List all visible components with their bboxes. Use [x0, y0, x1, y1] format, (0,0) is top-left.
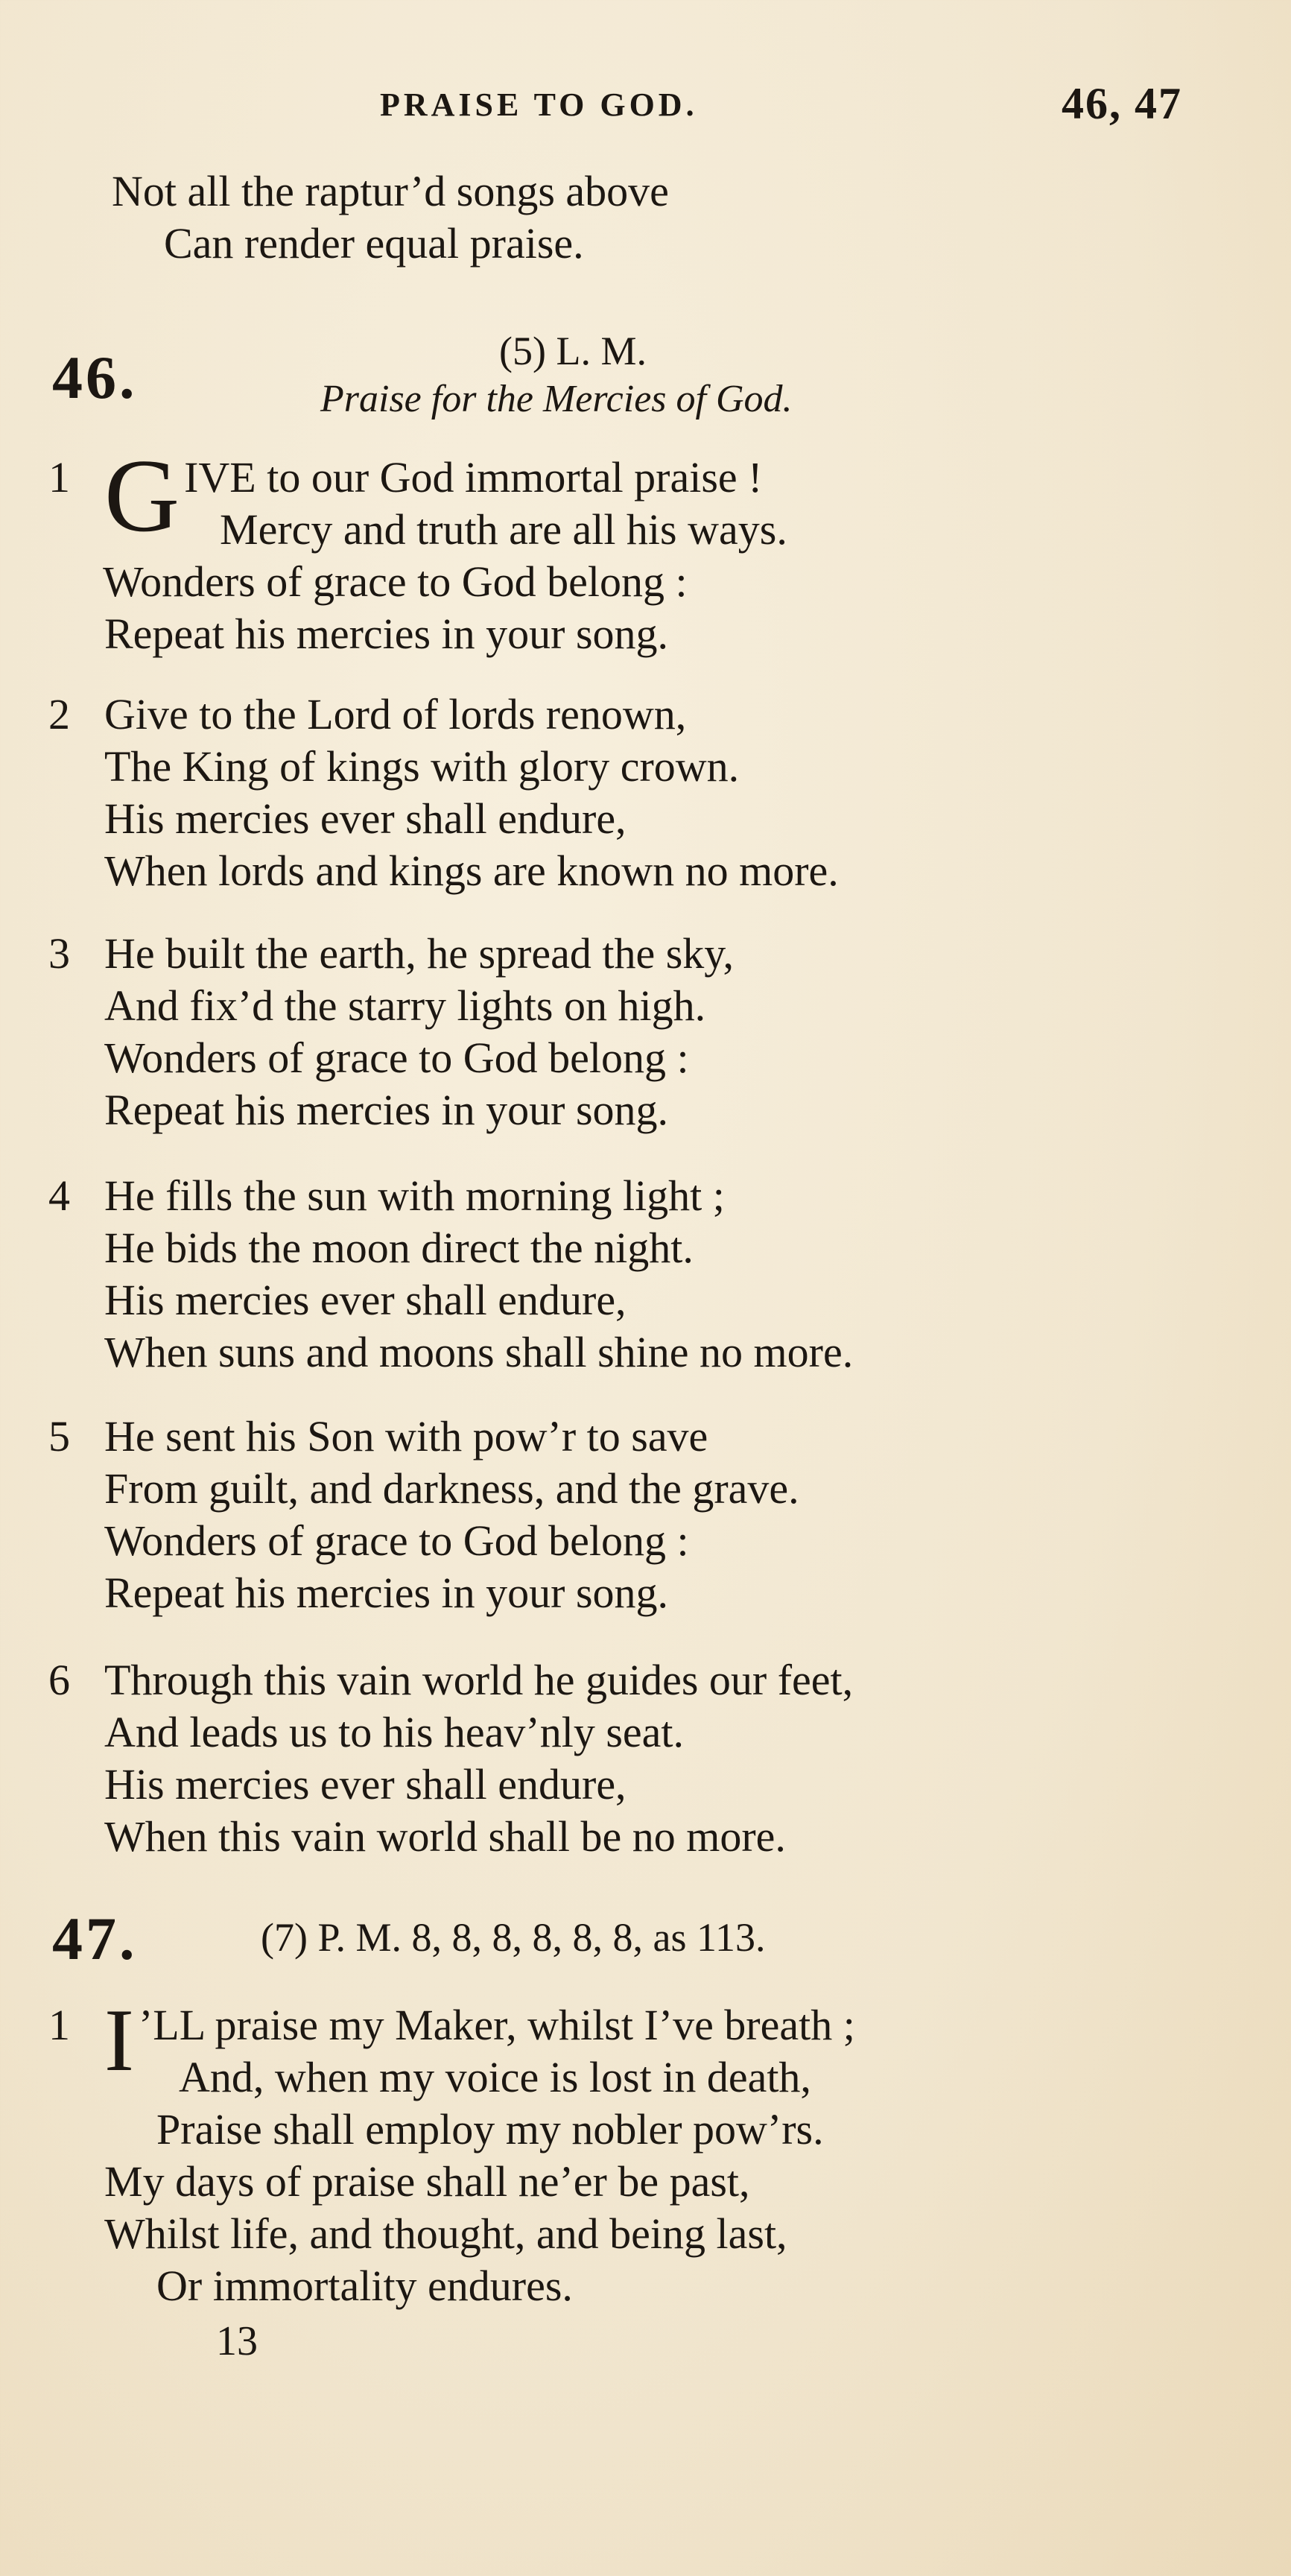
drop-cap: I — [104, 1990, 134, 2089]
verse-line: And fix’d the starry lights on high. — [104, 981, 706, 1030]
verse-line: And, when my voice is lost in death, — [179, 2053, 811, 2101]
running-head — [0, 78, 1291, 138]
verse-number: 3 — [48, 929, 70, 978]
verse-line: Through this vain world he guides our feet, — [104, 1656, 854, 1704]
verse-line: Repeat his mercies in your song. — [104, 1086, 669, 1134]
verse-line: Praise shall employ my nobler pow’rs. — [156, 2105, 824, 2153]
running-head-page-numbers: 46, 47 — [1062, 79, 1182, 128]
verse-line: His mercies ever shall endure, — [104, 1760, 627, 1808]
verse-line: Or immortality endures. — [156, 2262, 573, 2310]
verse-line: Mercy and truth are all his ways. — [220, 505, 787, 554]
verse-line: When lords and kings are known no more. — [104, 846, 839, 895]
verse-number: 1 — [48, 453, 70, 501]
verse-line: He built the earth, he spread the sky, — [104, 929, 735, 978]
verse-number: 4 — [48, 1171, 70, 1220]
verse-line: IVE to our God immortal praise ! — [184, 453, 763, 501]
verse-line: From guilt, and darkness, and the grave. — [104, 1464, 799, 1513]
hymn-title: Praise for the Mercies of God. — [320, 378, 793, 420]
hymn-meter: (7) P. M. 8, 8, 8, 8, 8, 8, as 113. — [261, 1915, 766, 1960]
drop-cap: G — [104, 438, 180, 554]
running-head-title: PRAISE TO GOD. — [380, 86, 698, 123]
verse-line: Wonders of grace to God belong : — [104, 1034, 689, 1082]
verse-line: Can render equal praise. — [164, 219, 584, 268]
signature-number: 13 — [216, 2318, 258, 2364]
hymn-number: 47. — [52, 1905, 138, 1972]
verse-line: His mercies ever shall endure, — [104, 1276, 627, 1324]
verse-line: Repeat his mercies in your song. — [104, 1569, 669, 1617]
verse-number: 6 — [48, 1656, 70, 1704]
verse-line: Whilst life, and thought, and being last, — [104, 2209, 787, 2258]
hymn-meter: (5) L. M. — [499, 329, 647, 373]
hymn-number: 46. — [52, 344, 138, 411]
verse-line: Repeat his mercies in your song. — [104, 610, 669, 658]
verse-line: The King of kings with glory crown. — [104, 742, 740, 791]
verse-line: He bids the moon direct the night. — [104, 1224, 694, 1272]
verse-line: Give to the Lord of lords renown, — [104, 690, 687, 738]
verse-line: When this vain world shall be no more. — [104, 1812, 786, 1861]
verse-line: He sent his Son with pow’r to save — [104, 1412, 708, 1461]
continued-verse — [112, 165, 1291, 270]
verse-line: My days of praise shall ne’er be past, — [104, 2157, 750, 2206]
verse-line: Not all the raptur’d songs above — [112, 167, 669, 215]
verse-line: Wonders of grace to God belong : — [104, 1516, 689, 1565]
verse-line: Wonders of grace to God belong : — [103, 557, 688, 606]
verse-line: His mercies ever shall endure, — [104, 794, 627, 843]
verse-line: And leads us to his heav’nly seat. — [104, 1708, 685, 1756]
verse-number: 2 — [48, 690, 70, 738]
verse-line: ’LL praise my Maker, whilst I’ve breath ; — [138, 2001, 855, 2049]
verse-number: 5 — [48, 1412, 70, 1461]
verse-line: When suns and moons shall shine no more. — [104, 1328, 854, 1376]
verse-number: 1 — [48, 2001, 70, 2049]
verse-line: He fills the sun with morning light ; — [104, 1171, 725, 1220]
